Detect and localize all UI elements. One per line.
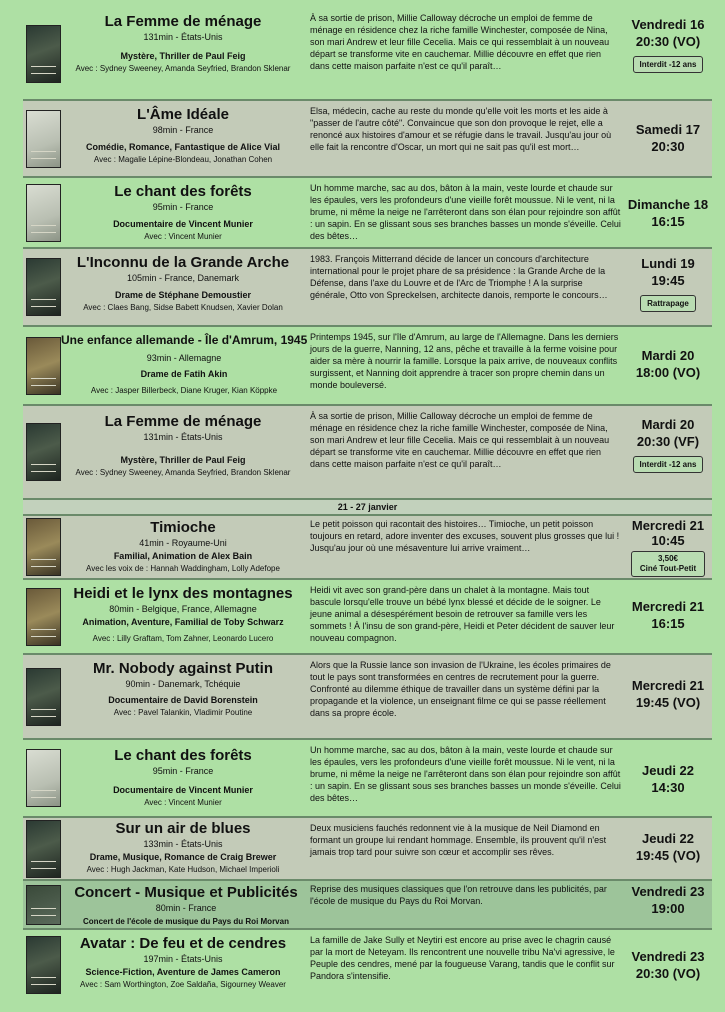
film-info [63,406,303,498]
film-genre: Documentaire de Vincent Munier [113,219,253,229]
film-cast: Avec : Sydney Sweeney, Amanda Seyfried, Brandon Sklenar [75,64,291,73]
film-poster [26,110,61,168]
film-synopsis: Printemps 1945, sur l'île d'Amrum, au large de l'Allemagne. Dans les derniers jours de la guerre, Nanning, 12 ans, pêche et travaille à la ferme voisine pour aider sa mère à nourrir la famille. Lorsque la paix arrive, de nouveaux conflits surgissent, et Nanning doit apprendre à tracer son propre chemin dans un monde bouleversé. [310,332,619,390]
film-cast: Avec les voix de : Hannah Waddingham, Lolly Adefope [86,564,280,573]
film-title: L'Inconnu de la Grande Arche [76,254,290,271]
film-row [23,580,712,655]
film-poster [26,337,61,395]
film-cast: Avec : Magalie Lépine-Blondeau, Jonathan Cohen [93,155,273,164]
film-poster [26,184,61,242]
film-title: Avatar : De feu et de cendres [79,935,287,952]
showtime [625,580,711,653]
showtime [625,930,711,1000]
showtime-day: Samedi 17 [635,122,701,137]
film-info [63,930,303,1000]
film-info [63,516,303,578]
film-row [23,881,712,930]
film-poster [26,518,61,576]
film-synopsis: Heidi vit avec son grand-père dans un chalet à la montagne. Mais tout bascule lorsqu'elle trouve un bébé lynx blessé et décide de le soigner. Le jeune animal a désespérément besoin de retrouver sa famille vers les sommets ! À l'insu de son grand-père, Heidi et Peter décident de sauver leur nouveau compagnon. [310,585,615,643]
film-row [23,406,712,500]
showtime [625,101,711,176]
film-synopsis: La famille de Jake Sully et Neytiri est encore au prise avec le chagrin causé par la mort de Neteyam. Ils rencontrent une nouvelle tribu Na'vi agressive, le Peuple des cendres, mené par la fougueuse Varang, tandis que le conflit sur Pandora s'intensifie. [310,935,615,981]
film-poster [26,820,61,878]
showtime-time: 19:45 [651,273,685,288]
film-row [23,249,712,327]
film-info [63,178,303,247]
showtime [625,178,711,247]
showtime-day: Jeudi 22 [641,763,695,778]
film-meta: 80min - France [155,903,217,913]
film-poster [26,749,61,807]
film-meta: 131min - États-Unis [143,32,223,42]
film-title: Le chant des forêts [114,183,252,200]
film-genre: Science-Fiction, Aventure de James Cameron [85,967,281,977]
showtime-time: 10:45 [651,533,685,548]
showtime [625,516,711,578]
film-meta: 98min - France [152,125,214,135]
film-title: L'Âme Idéale [137,106,229,123]
showtime [625,8,711,99]
showtime-time: 19:45 (VO) [635,848,701,863]
price-badge [631,551,705,577]
film-info [63,8,303,99]
film-info [61,881,311,928]
showtime [625,818,711,879]
film-poster [26,423,61,481]
film-meta: 105min - France, Danemark [126,273,240,283]
rating-badge: Interdit -12 ans [633,56,704,73]
showtime-time: 16:15 [651,616,685,631]
film-info [63,249,303,325]
film-cast: Avec : Pavel Talankin, Vladimir Poutine [113,708,253,717]
film-row [23,516,712,580]
showtime-time: 20:30 (VO) [635,966,701,981]
film-poster [26,258,61,316]
film-poster [26,25,61,83]
showtime-day: Vendredi 16 [631,17,705,32]
film-info [63,101,303,176]
film-genre: Documentaire de Vincent Munier [113,785,253,795]
film-title: Heidi et le lynx des montagnes [73,585,293,602]
film-cast: Avec : Hugh Jackman, Kate Hudson, Michael Imperioli [86,865,280,874]
film-row [23,655,712,740]
showtime [625,406,711,498]
film-title: Une enfance allemande - Île d'Amrum, 1945 [61,333,308,347]
film-meta: 131min - États-Unis [143,432,223,442]
showtime [625,881,711,928]
film-poster [26,885,61,925]
week-header: 21 - 27 janvier [23,500,712,516]
showtime [625,327,711,404]
showtime-time: 20:30 (VF) [636,434,700,449]
showtime-time: 20:30 (VO) [635,34,701,49]
film-synopsis: Alors que la Russie lance son invasion de l'Ukraine, les écoles primaires de tout le pays sont transformées en centres de recrutement pour la guerre. Confronté au dilemme éthique de travailler dans un système défini par la propagande et la violence, un enseignant filme ce qui se passe réellement dans sa propre école. [310,660,611,718]
film-title: Mr. Nobody against Putin [92,660,273,677]
showtime-day: Vendredi 23 [631,949,705,964]
showtime-time: 18:00 (VO) [635,365,701,380]
film-title: La Femme de ménage [104,13,262,30]
film-meta: 133min - États-Unis [143,839,223,849]
film-cast: Avec : Lilly Graftam, Tom Zahner, Leonardo Lucero [92,634,274,643]
film-synopsis: Deux musiciens fauchés redonnent vie à la musique de Neil Diamond en formant un groupe lui rendant hommage. Ensemble, ils prouvent qu'il n'est jamais trop tard pour suivre son cœur et accomplir ses rêves. [310,823,607,857]
film-info [61,327,307,404]
film-row [23,101,712,178]
film-row [23,818,712,881]
showtime [625,740,711,816]
rating-badge: Interdit -12 ans [633,456,704,473]
film-synopsis: Reprise des musiques classiques que l'on retrouve dans les publicités, par l'école de musique du Pays du Roi Morvan. [310,884,607,906]
film-title: Le chant des forêts [114,747,252,764]
film-poster [26,936,61,994]
film-row [23,327,712,406]
showtime-time: 20:30 [651,139,685,154]
film-cast: Avec : Sydney Sweeney, Amanda Seyfried, Brandon Sklenar [75,468,291,477]
showtime-time: 14:30 [651,780,685,795]
film-cast: Avec : Jasper Billerbeck, Diane Kruger, Kian Köppke [90,386,278,395]
film-row [23,178,712,249]
film-cast: Avec : Claes Bang, Sidse Babett Knudsen, Xavier Dolan [83,303,283,312]
film-info [63,655,303,738]
film-meta: 93min - Allemagne [146,353,222,363]
film-meta: 80min - Belgique, France, Allemagne [109,604,257,614]
showtime-day: Mercredi 21 [631,518,705,533]
showtime-time: 19:45 (VO) [635,695,701,710]
showtime-day: Lundi 19 [641,256,695,271]
film-genre: Comédie, Romance, Fantastique de Alice Vial [85,142,281,152]
film-genre: Mystère, Thriller de Paul Feig [120,51,246,61]
film-row [23,8,712,101]
film-genre: Drame, Musique, Romance de Craig Brewer [89,852,277,862]
audience-label: Ciné Tout-Petit [639,564,697,573]
film-row [23,930,712,1000]
film-synopsis: Un homme marche, sac au dos, bâton à la main, veste lourde et chaude sur les épaules, vers les profondeurs d'une vieille forêt moussue. Ni le vent, ni la brume, ni même la neige ne l'arrêteront dans son élan pour rejoindre son affût : un sapin. En se glissant sous ses branches basses un monde s'éveille. Celui des bêtes… [310,183,621,241]
film-cast: Avec : Vincent Munier [144,798,222,807]
film-cast: Avec : Sam Worthington, Zoe Saldaña, Sigourney Weaver [80,980,286,989]
film-meta: 41min - Royaume-Uni [139,538,227,548]
showtime-day: Vendredi 23 [631,884,705,899]
film-title: Sur un air de blues [115,820,251,837]
film-poster [26,588,61,646]
film-synopsis: À sa sortie de prison, Millie Calloway décroche un emploi de femme de ménage en résidence chez la riche famille Winchester, composée de Nina, son mari Andrew et leur fille Cecelia. Mais ce qui ressemblait à un nouveau départ se transforme vite en cauchemar. Millie découvre en effet que rien dans cette maison parfaite n'est ce qu'il paraît… [310,13,610,71]
showtime-day: Mardi 20 [641,348,695,363]
film-cast: Avec : Vincent Munier [144,232,222,241]
film-genre: Documentaire de David Borenstein [108,695,258,705]
showtime-day: Dimanche 18 [627,197,709,212]
film-info [63,818,303,879]
film-meta: 95min - France [152,766,214,776]
showtime [625,655,711,738]
film-meta: 197min - États-Unis [143,954,223,964]
showtime-day: Mercredi 21 [631,599,705,614]
film-genre: Animation, Aventure, Familial de Toby Schwarz [82,617,284,627]
film-synopsis: 1983. François Mitterrand décide de lancer un concours d'architecture international pour le projet phare de sa présidence : la Grande Arche de la Défense, dans l'axe du Louvre et de l'Arc de Triomphe ! A la surprise générale, Otto von Spreckelsen, architecte danois, remporte le concours… [310,254,608,300]
film-genre: Mystère, Thriller de Paul Feig [120,455,246,465]
film-synopsis: Elsa, médecin, cache au reste du monde qu'elle voit les morts et les aide à "passer de l'autre côté". Convaincue que son don provoque le rejet, elle a renoncé aux histoires d'amour et se réfugie dans le travail. Jusqu'au jour où elle fait la rencontre d'Oscar, un mort qui ne sait pas qu'il est mort… [310,106,612,152]
film-poster [26,668,61,726]
showtime-day: Mercredi 21 [631,678,705,693]
film-genre: Drame de Stéphane Demoustier [114,290,252,300]
film-info [63,740,303,816]
film-info [63,580,303,653]
film-synopsis: Un homme marche, sac au dos, bâton à la main, veste lourde et chaude sur les épaules, vers les profondeurs d'une vieille forêt moussue. Ni le vent, ni la brume, ni même la neige ne l'arrêteront dans son élan pour rejoindre son affût : un sapin. En se glissant sous ses branches basses un monde s'éveille. Celui des bêtes… [310,745,621,803]
film-genre: Drame de Fatih Akin [140,369,228,379]
film-meta: 90min - Danemark, Tchéquie [125,679,241,689]
showtime-time: 19:00 [651,901,685,916]
showtime-time: 16:15 [651,214,685,229]
film-title: La Femme de ménage [104,413,262,430]
film-genre: Concert de l'école de musique du Pays du Roi Morvan [83,917,289,926]
replay-badge: Rattrapage [640,295,696,312]
showtime-day: Jeudi 22 [641,831,695,846]
film-title: Concert - Musique et Publicités [74,884,298,901]
film-synopsis: À sa sortie de prison, Millie Calloway décroche un emploi de femme de ménage en résidence chez la riche famille Winchester, composée de Nina, son mari Andrew et leur fille Cecelia. Mais ce qui ressemblait à un nouveau départ se transforme vite en cauchemar. Millie découvre en effet que rien dans cette maison parfaite n'est ce qu'il paraît… [310,411,610,469]
showtime [625,249,711,325]
price-label: 3,50€ [657,554,678,563]
film-synopsis: Le petit poisson qui racontait des histoires… Timioche, un petit poisson toujours en retard, adore inventer des excuses, souvent plus grosses que lui ! Jusqu'au jour où une mésaventure lui arrive vraiment… [310,519,620,553]
film-row [23,740,712,818]
film-title: Timioche [150,519,216,536]
showtime-day: Mardi 20 [641,417,695,432]
film-genre: Familial, Animation de Alex Bain [113,551,253,561]
film-meta: 95min - France [152,202,214,212]
